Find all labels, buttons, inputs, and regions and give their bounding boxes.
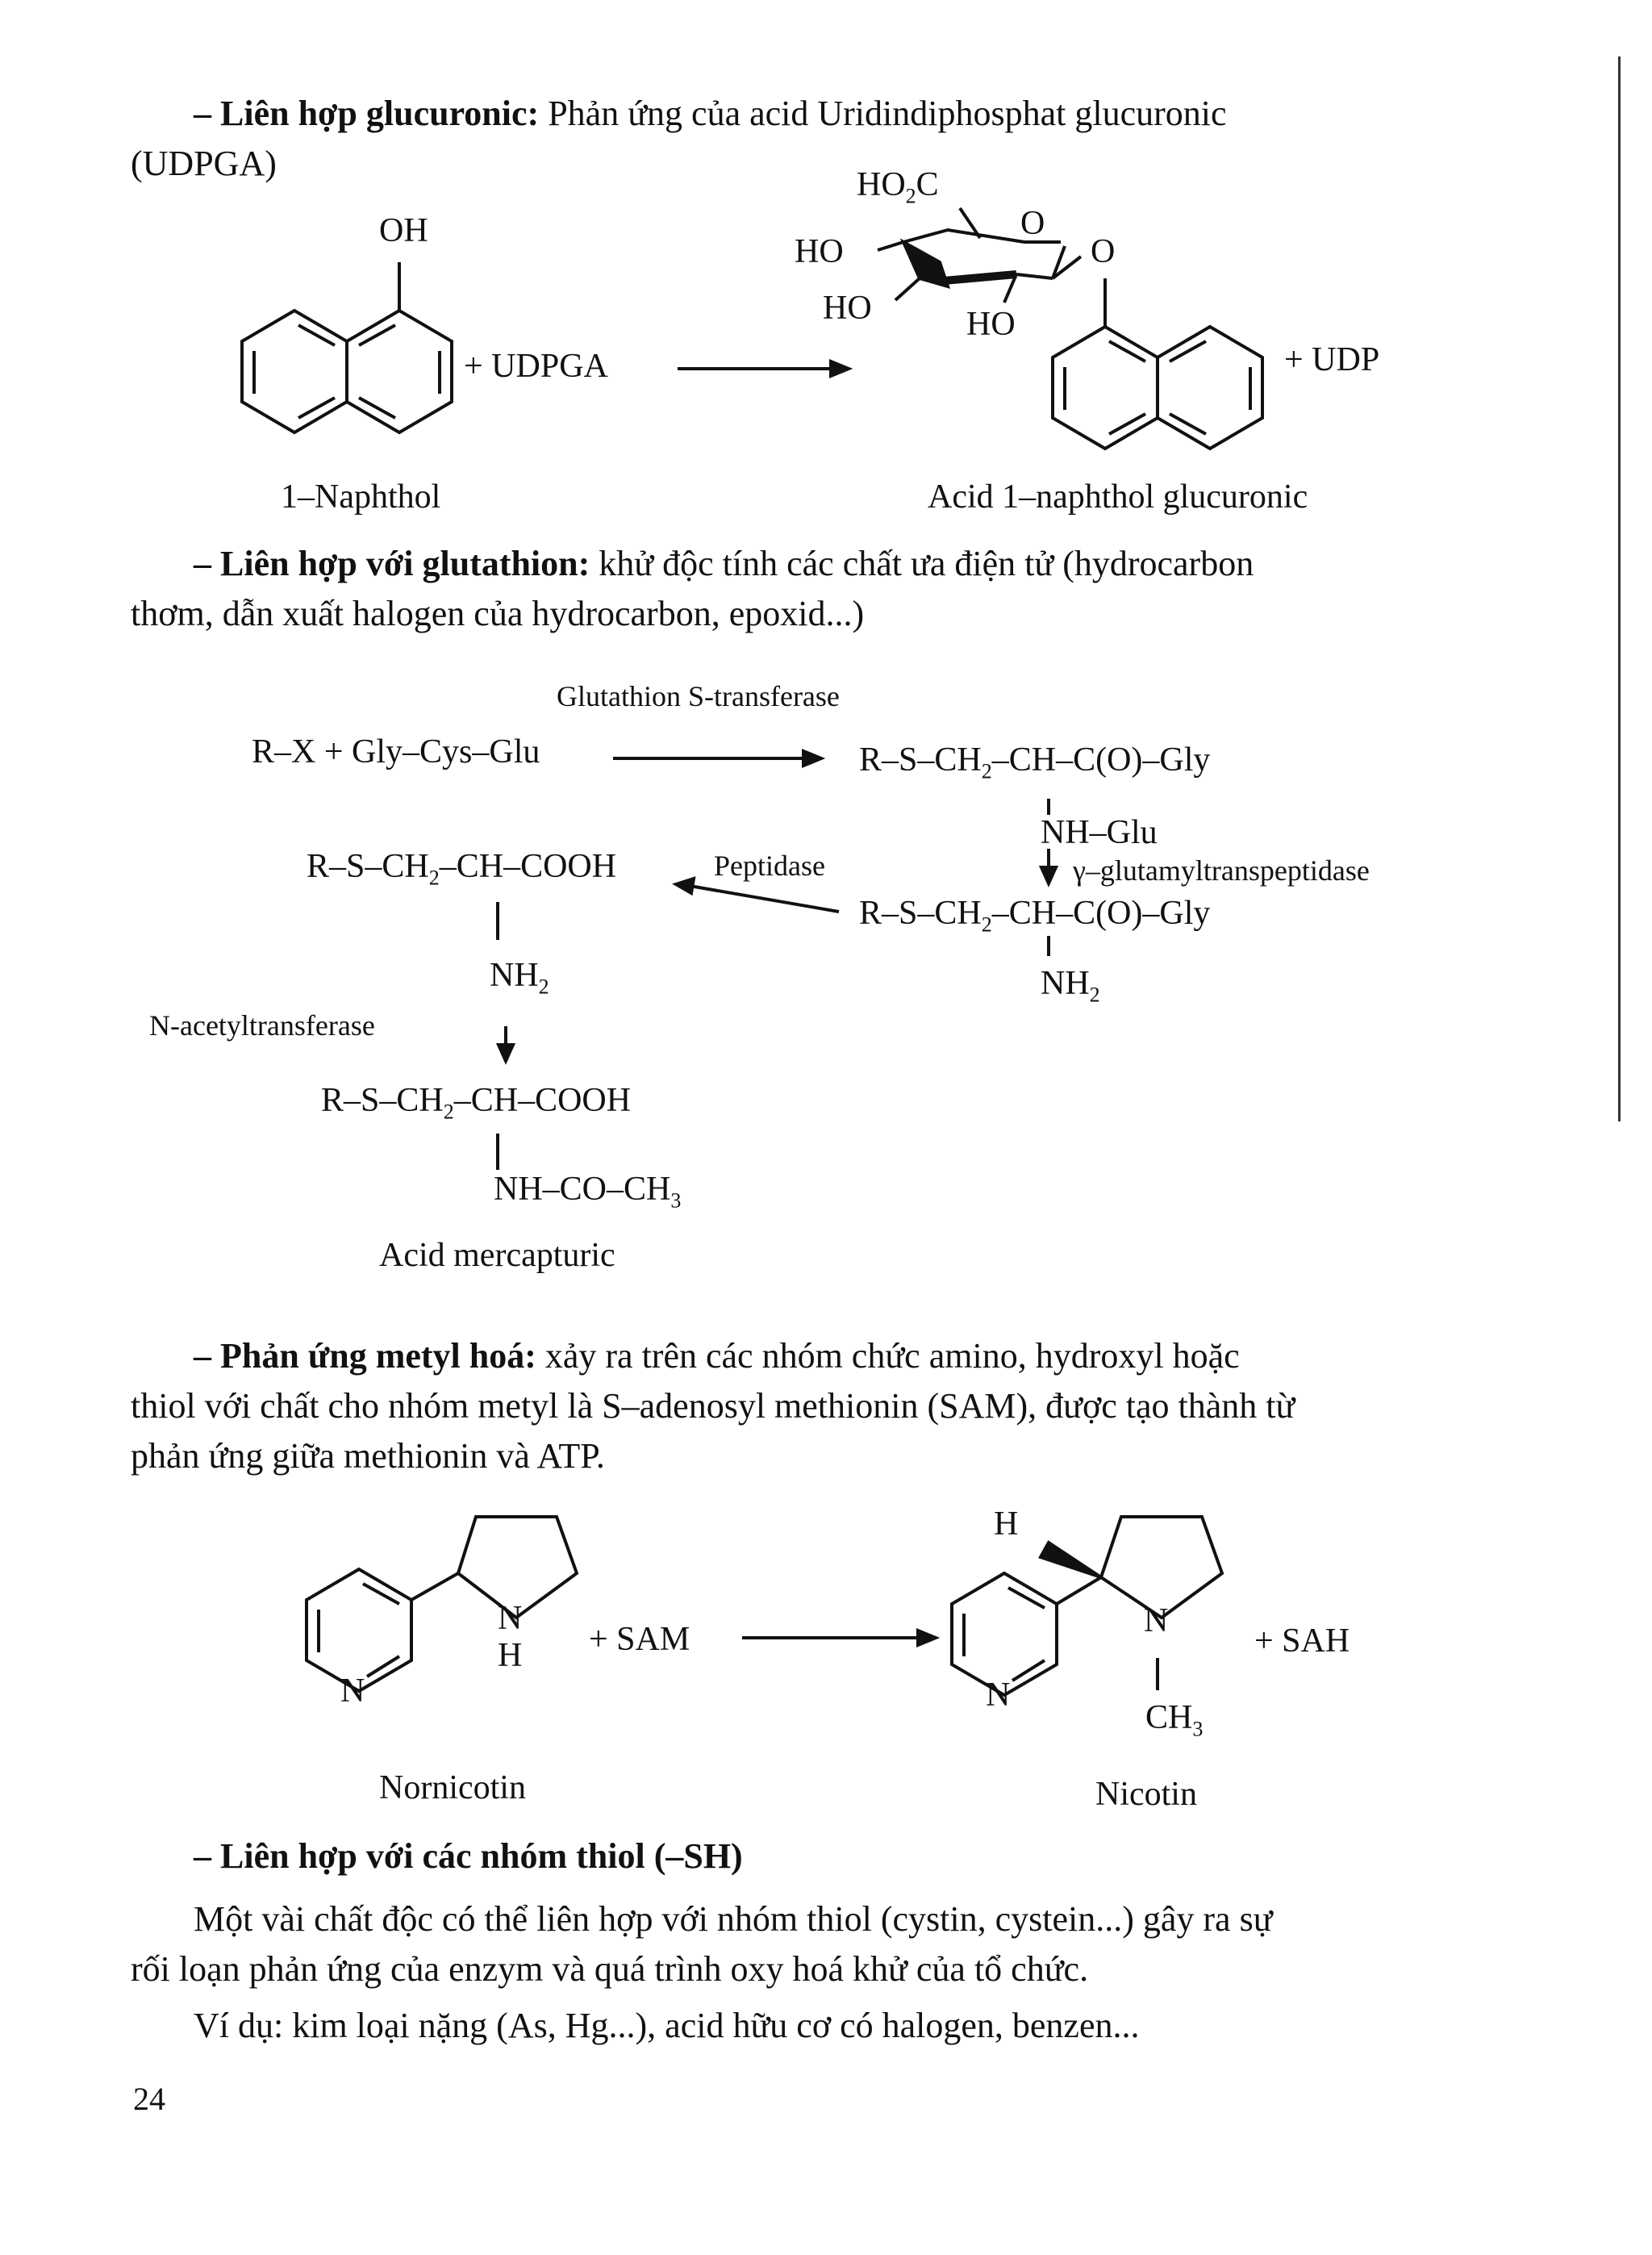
- plus-sah-label: + SAH: [1254, 1622, 1350, 1660]
- enzyme-gamma-glutamyltranspeptidase: γ–glutamyltranspeptidase: [1073, 854, 1370, 887]
- methylation-text-line1: xảy ra trên các nhóm chức amino, hydroxyl hoặc: [544, 1336, 1240, 1376]
- plus-sam-label: + SAM: [589, 1621, 690, 1658]
- nornicotin-h-label: H: [498, 1637, 523, 1674]
- glucuronic-text-line1: Phản ứng của acid Uridindiphosphat glucuronic: [548, 94, 1227, 133]
- product-1-nh-glu: NH–Glu: [1041, 814, 1158, 851]
- nicotin-n-label: N: [1144, 1602, 1169, 1639]
- nornicotin-name: Nornicotin: [379, 1769, 526, 1806]
- glutathion-product-2: $R-S-CH_2-CH-C(O)$–Gly: [859, 895, 1211, 937]
- glutathion-text-line1: khử độc tính các chất ưa điện tử (hydrocarbon: [599, 544, 1254, 583]
- glucuronide-sugar-ring: [878, 208, 1081, 303]
- product-3-nh2: $NH_2$: [490, 957, 549, 999]
- thiol-text-line1: Một vài chất độc có thể liên hợp với nhóm thiol (cystin, cystein...) gây ra sự: [194, 1899, 1273, 1939]
- methylation-heading: – Phản ứng metyl hoá:: [194, 1336, 536, 1376]
- nornicotin-n-label: N: [498, 1600, 523, 1637]
- thiol-text-line3: Ví dụ: kim loại nặng (As, Hg...), acid hữu cơ có halogen, benzen...: [194, 2006, 1140, 2045]
- thiol-heading: – Liên hợp với các nhóm thiol (–SH): [194, 1836, 743, 1876]
- nicotin-structure: [952, 1517, 1222, 1695]
- plus-udp-label: + UDP: [1284, 341, 1380, 378]
- glutathion-heading: – Liên hợp với glutathion:: [194, 544, 590, 583]
- glucuronic-text-line2: (UDPGA): [131, 144, 277, 183]
- nornicotin-pyridine-n: N: [340, 1672, 365, 1710]
- nicotin-name: Nicotin: [1095, 1776, 1197, 1813]
- nicotin-ch3-label: $CH_3$: [1145, 1699, 1204, 1741]
- nornicotin-structure: [307, 1517, 577, 1691]
- ho-label-1: HO: [795, 233, 844, 270]
- glutathion-product-1: $R-S-CH_2-CH-C(O)$–Gly: [859, 741, 1211, 783]
- enzyme-peptidase: Peptidase: [714, 850, 825, 882]
- glutathion-reactants: R–X + Gly–Cys–Glu: [252, 733, 540, 770]
- ho2c-label: $HO_2C$: [857, 166, 939, 208]
- naphthol-structure: [242, 262, 452, 432]
- product-2-nh2: $NH_2$: [1041, 965, 1100, 1007]
- glucuronic-heading: – Liên hợp glucuronic:: [194, 94, 540, 133]
- nicotin-h-label: H: [994, 1505, 1019, 1543]
- plus-udpga-label: + UDPGA: [464, 348, 608, 385]
- page-number: 24: [133, 2081, 165, 2117]
- glutathion-text-line2: thơm, dẫn xuất halogen của hydrocarbon, epoxid...): [131, 594, 865, 633]
- glycosidic-oxygen-label: O: [1091, 233, 1116, 270]
- enzyme-n-acetyltransferase: N-acetyltransferase: [149, 1009, 375, 1042]
- glutathion-product-3: $R-S-CH_2-CH$–COOH: [307, 848, 617, 890]
- thiol-text-line2: rối loạn phản ứng của enzym và quá trình oxy hoá khử của tổ chức.: [131, 1949, 1089, 1989]
- mercapturic-acid-name: Acid mercapturic: [379, 1237, 615, 1274]
- ho-label-2: HO: [823, 290, 872, 327]
- product-4-acetyl: $NH-CO-CH_3$: [494, 1171, 682, 1213]
- methylation-text-line3: phản ứng giữa methionin và ATP.: [131, 1436, 605, 1476]
- glutathion-product-4: $R-S-CH_2-CH$–COOH: [321, 1082, 632, 1124]
- methylation-paragraph: [194, 1331, 1240, 1381]
- naphthol-oh-label: OH: [379, 212, 428, 249]
- ring-oxygen-label: O: [1020, 205, 1045, 242]
- naphthol-name: 1–Naphthol: [281, 478, 441, 516]
- reaction-arrow-1: [678, 361, 849, 376]
- enzyme-glutathion-s-transferase: Glutathion S-transferase: [557, 680, 840, 712]
- reaction-arrow-3: [742, 1631, 936, 1645]
- glucuronide-name: Acid 1–naphthol glucuronic: [928, 478, 1308, 516]
- nicotin-pyridine-n: N: [986, 1677, 1011, 1714]
- glutathion-paragraph: [194, 539, 1254, 589]
- ho-label-3: HO: [966, 306, 1016, 343]
- glucuronide-naphthalene: [1053, 278, 1262, 449]
- methylation-text-line2: thiol với chất cho nhóm metyl là S–adenosyl methionin (SAM), được tạo thành từ: [131, 1386, 1295, 1426]
